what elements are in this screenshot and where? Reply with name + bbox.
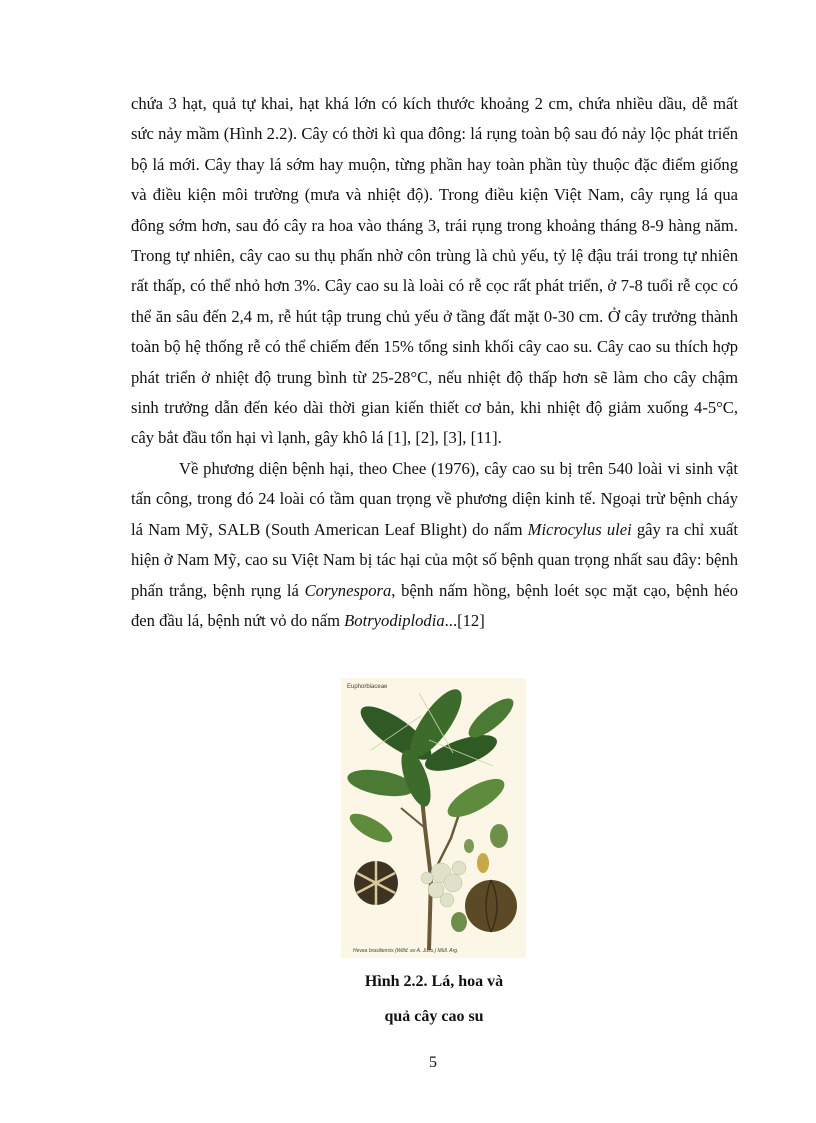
page-number: 5 xyxy=(429,1054,437,1071)
body-text xyxy=(131,89,738,636)
paragraph-diseases-part1: Về phương diện bệnh hại, theo Chee (1976), cây cao su bị trên 540 loài vi sinh vật tấn công, trong đó 24 loài có tầm quan trọng về phương diện kinh tế. Ngoại trừ bệnh cháy lá Nam Mỹ, SALB (South American Leaf Blight) do nấm xyxy=(131,458,738,539)
pathogen-corynespora: Corynespora xyxy=(304,580,392,600)
figure-caption xyxy=(300,964,568,1034)
paragraph-diseases-part2: gây ra chỉ xuất hiện ở Nam Mỹ, cao su Việt Nam bị tác hại của một số bệnh quan trọng nhất sau đây: bệnh phấn trắng, bệnh rụng lá xyxy=(131,519,738,600)
paragraph-plant-biology: chứa 3 hạt, quả tự khai, hạt khá lớn có kích thước khoảng 2 cm, chứa nhiều dầu, dễ mất sức nảy mầm (Hình 2.2). Cây có thời kì qua đông: lá rụng toàn bộ sau đó nảy lộc phát triển bộ lá mới. Cây thay lá sớm hay muộn, từng phần hay toàn phần tùy thuộc đặc điểm giống và điều kiện môi trường (mưa và nhiệt độ). Trong điều kiện Việt Nam, cây rụng lá qua đông sớm hơn, sau đó cây ra hoa vào tháng 3, trái rụng trong khoảng tháng 8-9 hàng năm. Trong tự nhiên, cây cao su thụ phấn nhờ côn trùng là chủ yếu, tỷ lệ đậu trái trong tự nhiên rất thấp, có thể nhỏ hơn 3%. Cây cao su là loài có rễ cọc rất phát triển, ở 7-8 tuổi rễ cọc có thể ăn sâu đến 2,4 m, rễ hút tập trung chủ yếu ở tầng đất mặt 0-30 cm. Ở cây trưởng thành toàn bộ hệ thống rễ có thể chiếm đến 15% tổng sinh khối cây cao su. Cây cao su thích hợp phát triển ở nhiệt độ trung bình từ 25-28°C, nếu nhiệt độ thấp hơn sẽ làm cho cây chậm sinh trưởng dẫn đến kéo dài thời gian kiến thiết cơ bản, khi nhiệt độ giảm xuống 4-5°C, cây bắt đầu tổn hại vì lạnh, gây khô lá [1], [2], [3], [11]. xyxy=(131,94,738,448)
paragraph-diseases-part4: ...[12] xyxy=(444,610,485,630)
paragraph-diseases xyxy=(131,454,738,636)
leaf-group xyxy=(345,682,518,848)
pathogen-microcylus: Microcylus ulei xyxy=(527,519,632,539)
paragraph-diseases-part3: , bệnh nấm hồng, bệnh loét sọc mặt cạo, bệnh héo đen đầu lá, bệnh nứt vỏ do nấm xyxy=(131,580,739,630)
caption-line-1: Hình 2.2. Lá, hoa và xyxy=(364,973,504,990)
caption-line-2: quả cây cao su xyxy=(384,1008,484,1025)
figure-species-label: Hevea brasiliensis (Willd. ex A. Juss.) Müll. Arg. xyxy=(353,948,459,954)
pathogen-botryodiplodia: Botryodiplodia xyxy=(344,610,445,630)
botanical-drawing xyxy=(341,678,526,958)
rubber-tree-illustration xyxy=(341,678,526,958)
figure-header-label: Euphorbiaceae xyxy=(347,684,388,690)
